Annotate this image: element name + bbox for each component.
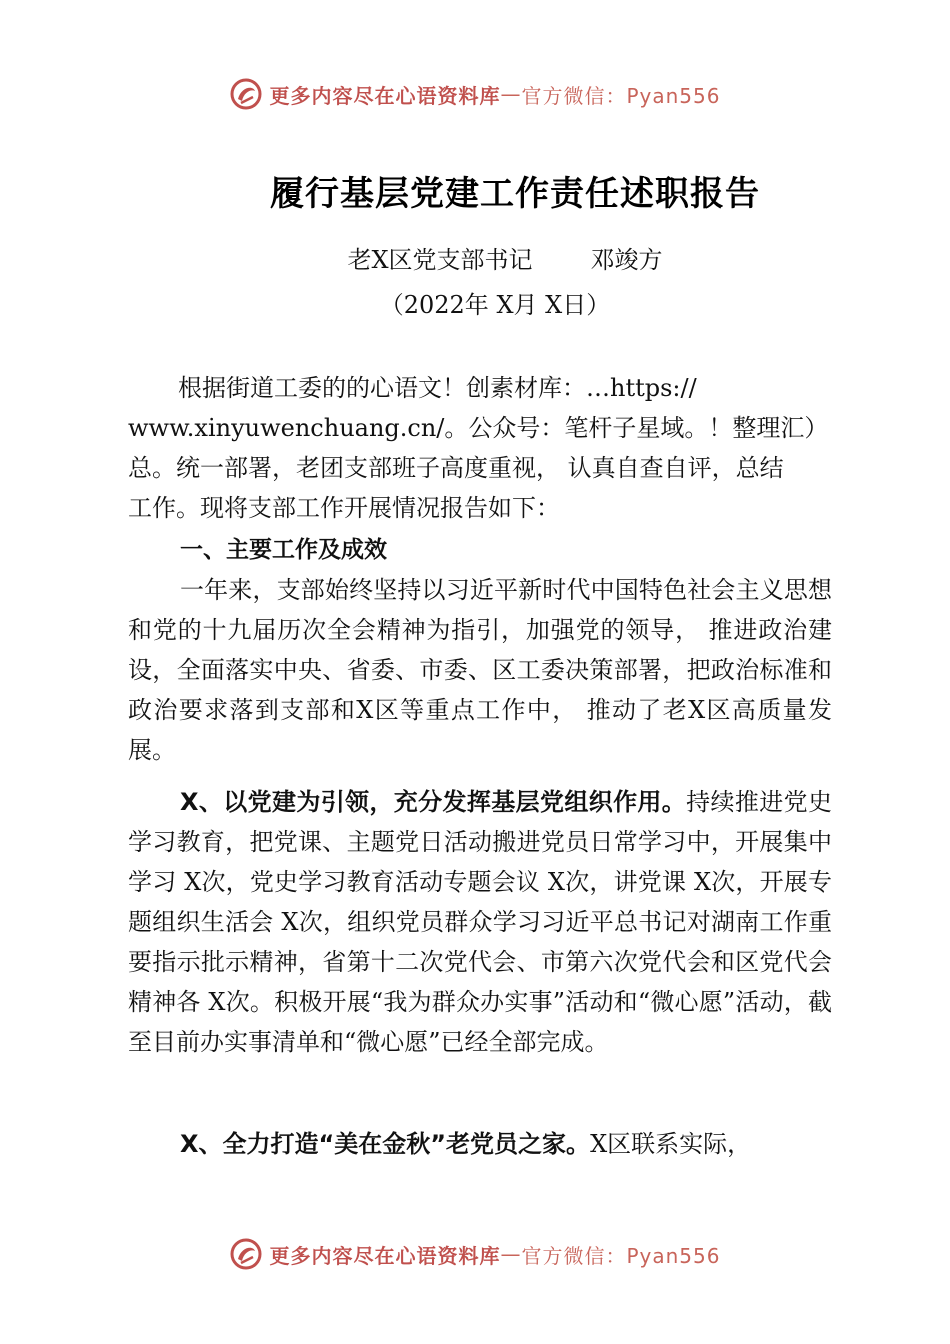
item-paragraph [128, 1124, 832, 1164]
banner-separator: — [500, 82, 522, 106]
intro-paragraph [128, 368, 832, 528]
banner-contact: 官方微信：Pyan556 [521, 83, 721, 108]
section-paragraph: 一年来，支部始终坚持以习近平新时代中国特色社会主义思想和党的十九届历次全会精神为指引，加强党的领导， 推进政治建设，全面落实中央、省委、市委、区工委决策部署，把政治标准和政治要求落到支部和X区等重点工作中， 推动了老X区高质量发展。 [128, 576, 832, 764]
intro-line: 总。统一部署，老团支部班子高度重视， 认真自查自评，总结 [128, 454, 784, 482]
item-lead: X、全力打造“美在金秋”老党员之家。 [180, 1130, 591, 1158]
author-line [0, 240, 950, 275]
item-body: X区联系实际， [590, 1130, 752, 1158]
item-body: 持续推进党史学习教育，把党课、主题党日活动搬进党员日常学习中，开展集中学习 X次，党史学习教育活动专题会议 X次，讲党课 X次，开展专题组织生活会 X次，组织党员群众学习习近平总书记对湖南工作重要指示批示精神，省第十二次党代会、市第六次党代会和区党代会精神各 X次。积极开展“我为群众办实事”活动和“微心愿”活动，截至目前办实事清单和“微心愿”已经全部完成。 [128, 788, 832, 1056]
item-lead: X、以党建为引领，充分发挥基层党组织作用。 [180, 788, 687, 816]
document-date: （2022年 X月 X日） [379, 291, 611, 319]
banner-brand: 更多内容尽在心语资料库 [269, 1243, 501, 1268]
banner-brand: 更多内容尽在心语资料库 [269, 83, 501, 108]
intro-line: 工作。现将支部工作开展情况报告如下： [128, 494, 560, 522]
item-paragraph [128, 782, 832, 1062]
author-role: 老X区党支部书记 [347, 246, 533, 274]
header-banner [0, 74, 950, 114]
red-swirl-logo-icon [229, 1237, 263, 1271]
author-name: 邓竣方 [590, 246, 663, 274]
red-swirl-logo-icon [229, 77, 263, 111]
intro-line: www.xinyuwenchuang.cn/。公众号：笔杆子星域。！整理汇） [128, 414, 829, 442]
section-heading: 一、主要工作及成效 [180, 537, 387, 563]
banner-separator: — [500, 1242, 522, 1266]
intro-line: 根据街道工委的的心语文！创素材库：…https:// [178, 374, 697, 402]
banner-contact: 官方微信：Pyan556 [521, 1243, 721, 1268]
document-title: 履行基层党建工作责任述职报告 [270, 174, 760, 214]
footer-banner [0, 1234, 950, 1274]
